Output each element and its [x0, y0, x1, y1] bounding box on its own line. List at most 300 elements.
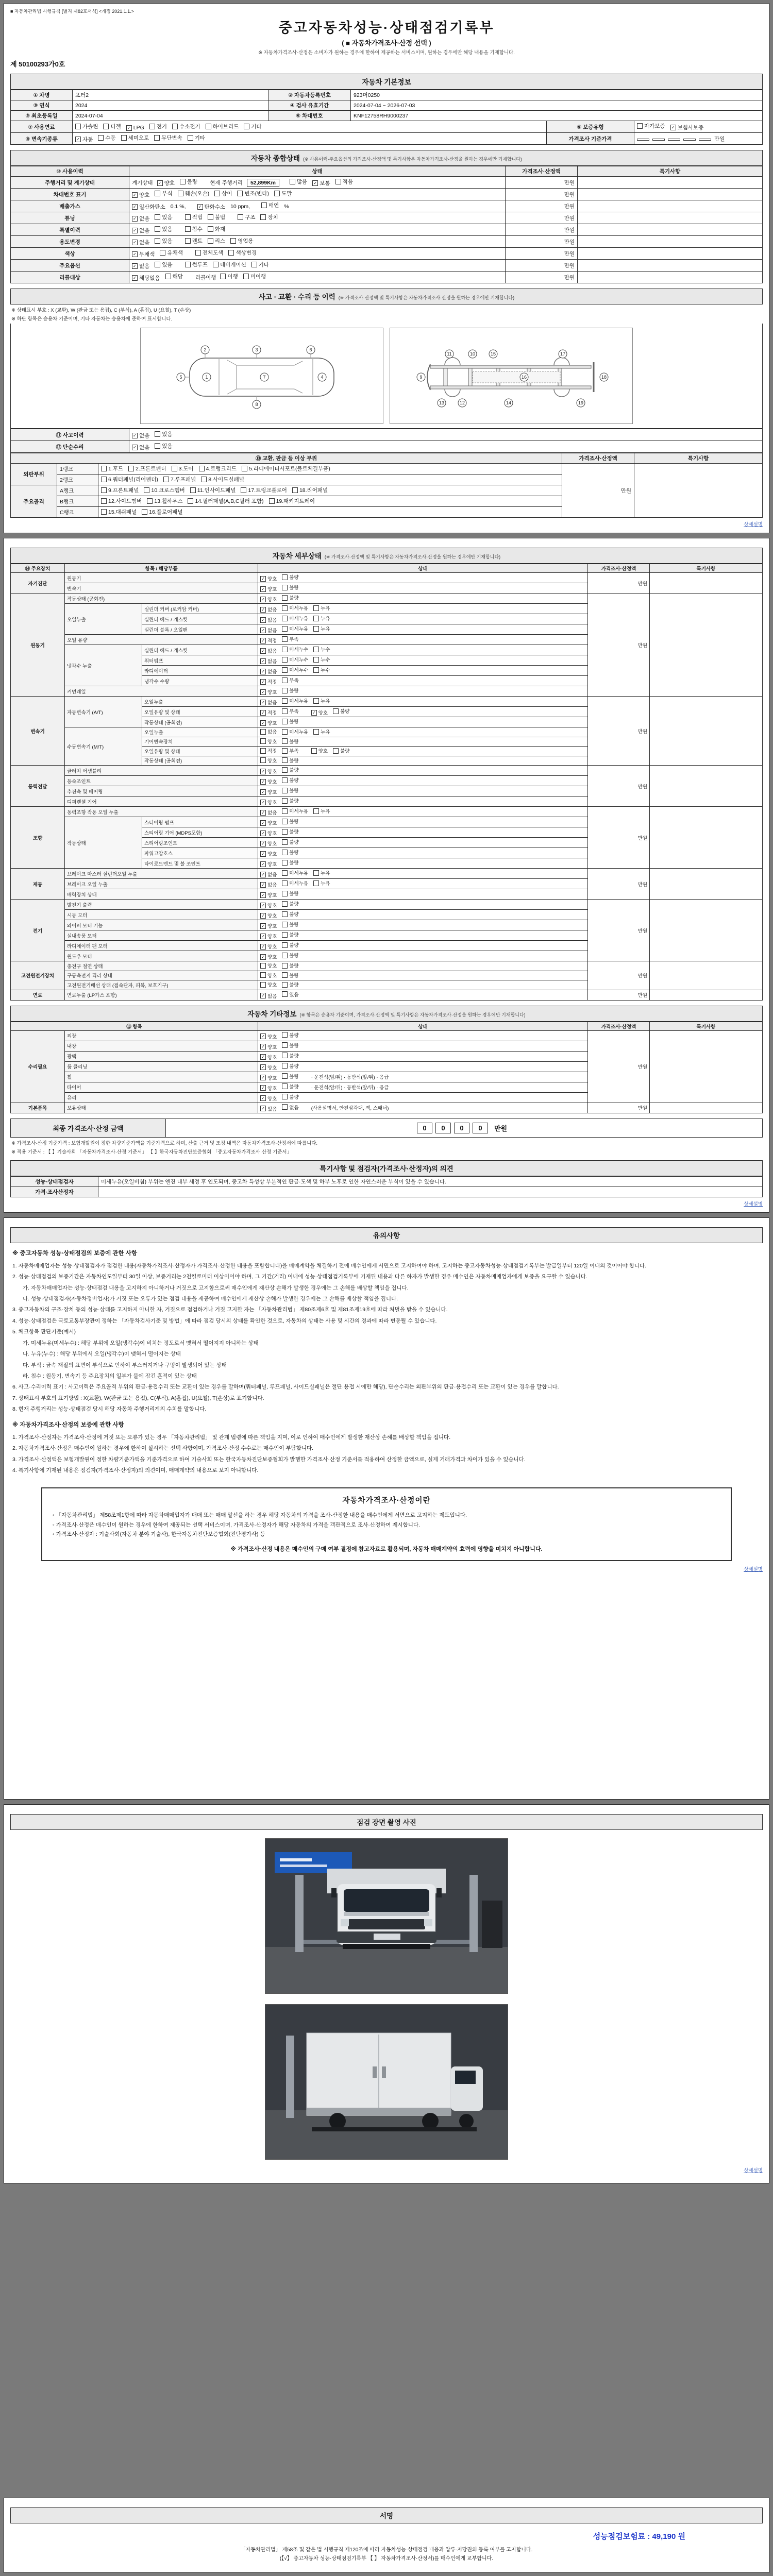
checkbox-icon[interactable] — [282, 850, 288, 855]
checkbox-option[interactable] — [333, 707, 349, 715]
checkbox-icon[interactable] — [282, 819, 288, 824]
checkbox-option[interactable] — [242, 465, 330, 472]
checkbox-icon[interactable] — [269, 498, 275, 504]
checkbox-option[interactable] — [260, 768, 277, 775]
checkbox-icon[interactable] — [208, 214, 213, 220]
checkbox-icon[interactable]: ✓ — [260, 861, 266, 867]
checkbox-option[interactable] — [260, 943, 277, 950]
checkbox-icon[interactable] — [282, 991, 288, 997]
checkbox-option[interactable] — [282, 1073, 298, 1080]
checkbox-option[interactable] — [260, 1064, 277, 1071]
checkbox-icon[interactable] — [282, 636, 288, 642]
checkbox-option[interactable] — [260, 585, 277, 592]
checkbox-option[interactable] — [260, 738, 277, 745]
checkbox-option[interactable] — [220, 273, 238, 280]
checkbox-icon[interactable] — [282, 972, 288, 978]
checkbox-option[interactable] — [313, 697, 330, 704]
checkbox-icon[interactable] — [282, 688, 288, 693]
checkbox-icon[interactable]: ✓ — [260, 851, 266, 857]
checkbox-option[interactable] — [190, 486, 236, 494]
checkbox-icon[interactable]: ✓ — [260, 586, 266, 592]
checkbox-icon[interactable] — [282, 901, 288, 907]
checkbox-icon[interactable] — [228, 250, 234, 256]
checkbox-icon[interactable] — [155, 226, 160, 232]
checkbox-option[interactable] — [132, 262, 149, 270]
checkbox-option[interactable] — [282, 646, 308, 653]
checkbox-option[interactable] — [149, 123, 167, 130]
checkbox-option[interactable] — [101, 497, 142, 505]
checkbox-icon[interactable] — [103, 124, 109, 129]
checkbox-option[interactable] — [260, 1043, 277, 1050]
checkbox-option[interactable] — [282, 797, 298, 804]
checkbox-option[interactable] — [155, 213, 172, 221]
checkbox-icon[interactable] — [282, 798, 288, 804]
checkbox-option[interactable] — [103, 123, 121, 130]
checkbox-icon[interactable]: ✓ — [260, 617, 266, 623]
checkbox-option[interactable] — [155, 190, 172, 197]
checkbox-icon[interactable]: ✓ — [312, 180, 318, 186]
checkbox-icon[interactable] — [313, 698, 319, 704]
checkbox-icon[interactable]: ✓ — [75, 137, 81, 142]
checkbox-option[interactable] — [282, 869, 308, 876]
checkbox-icon[interactable] — [282, 657, 288, 663]
checkbox-option[interactable] — [260, 1084, 277, 1092]
checkbox-option[interactable] — [670, 124, 704, 131]
checkbox-icon[interactable]: ✓ — [311, 710, 317, 716]
checkbox-icon[interactable] — [282, 719, 288, 724]
checkbox-icon[interactable]: ✓ — [157, 180, 163, 186]
checkbox-icon[interactable] — [282, 708, 288, 714]
checkbox-option[interactable] — [260, 213, 278, 221]
checkbox-icon[interactable] — [241, 487, 246, 493]
checkbox-option[interactable] — [132, 239, 149, 246]
checkbox-icon[interactable]: ✓ — [260, 789, 266, 795]
checkbox-option[interactable] — [75, 123, 98, 130]
checkbox-option[interactable] — [282, 738, 298, 745]
checkbox-option[interactable] — [282, 687, 298, 694]
checkbox-icon[interactable]: ✓ — [260, 1054, 266, 1060]
checkbox-icon[interactable] — [282, 677, 288, 683]
checkbox-option[interactable] — [282, 952, 298, 959]
checkbox-icon[interactable]: ✓ — [260, 903, 266, 908]
checkbox-icon[interactable]: ✓ — [260, 710, 266, 716]
checkbox-option[interactable] — [142, 508, 182, 516]
checkbox-icon[interactable] — [282, 1053, 288, 1058]
checkbox-option[interactable] — [260, 1054, 277, 1061]
checkbox-option[interactable] — [282, 972, 298, 979]
checkbox-option[interactable] — [172, 123, 200, 130]
checkbox-icon[interactable] — [282, 767, 288, 773]
checkbox-icon[interactable]: ✓ — [670, 125, 676, 130]
checkbox-option[interactable] — [260, 891, 277, 899]
checkbox-icon[interactable] — [282, 777, 288, 783]
checkbox-option[interactable] — [269, 497, 315, 505]
checkbox-option[interactable] — [238, 213, 255, 221]
checkbox-icon[interactable] — [313, 880, 319, 886]
checkbox-option[interactable] — [260, 860, 277, 868]
checkbox-option[interactable] — [180, 178, 197, 185]
checkbox-icon[interactable] — [144, 487, 149, 493]
checkbox-icon[interactable]: ✓ — [260, 607, 266, 613]
checkbox-icon[interactable]: ✓ — [260, 638, 266, 643]
checkbox-option[interactable] — [282, 1052, 298, 1059]
checkbox-option[interactable] — [244, 123, 261, 130]
checkbox-icon[interactable] — [335, 179, 341, 184]
checkbox-icon[interactable] — [251, 262, 257, 267]
checkbox-icon[interactable]: ✓ — [260, 892, 266, 898]
checkbox-icon[interactable]: ✓ — [260, 923, 266, 929]
checkbox-icon[interactable] — [282, 1083, 288, 1089]
checkbox-icon[interactable] — [313, 729, 319, 735]
checkbox-option[interactable] — [282, 1093, 298, 1100]
checkbox-icon[interactable]: ✓ — [260, 628, 266, 633]
checkbox-icon[interactable] — [101, 487, 107, 493]
checkbox-icon[interactable]: ✓ — [260, 679, 266, 685]
checkbox-option[interactable] — [208, 213, 225, 221]
checkbox-icon[interactable] — [313, 605, 319, 611]
checkbox-icon[interactable]: ✓ — [132, 192, 138, 198]
checkbox-icon[interactable] — [311, 748, 317, 754]
checkbox-icon[interactable]: ✓ — [132, 204, 138, 210]
checkbox-option[interactable] — [282, 584, 298, 591]
checkbox-option[interactable] — [260, 1105, 277, 1112]
checkbox-icon[interactable] — [149, 124, 155, 129]
checkbox-option[interactable] — [214, 190, 232, 197]
checkbox-icon[interactable]: ✓ — [132, 263, 138, 269]
checkbox-option[interactable] — [282, 573, 298, 581]
checkbox-icon[interactable]: ✓ — [260, 1075, 266, 1080]
checkbox-option[interactable] — [260, 637, 277, 644]
checkbox-option[interactable] — [260, 747, 277, 754]
checkbox-icon[interactable] — [637, 123, 643, 129]
checkbox-icon[interactable] — [313, 647, 319, 652]
checkbox-option[interactable] — [282, 818, 298, 825]
checkbox-option[interactable] — [197, 203, 226, 211]
checkbox-icon[interactable]: ✓ — [260, 779, 266, 785]
checkbox-icon[interactable]: ✓ — [260, 831, 266, 836]
checkbox-icon[interactable] — [282, 922, 288, 927]
checkbox-option[interactable] — [282, 1104, 298, 1111]
checkbox-option[interactable] — [251, 261, 269, 268]
checkbox-option[interactable] — [260, 840, 277, 847]
checkbox-option[interactable] — [230, 237, 253, 245]
checkbox-option[interactable] — [282, 757, 298, 764]
checkbox-option[interactable] — [260, 819, 277, 826]
checkbox-icon[interactable]: ✓ — [260, 810, 266, 816]
checkbox-option[interactable] — [185, 213, 203, 221]
checkbox-icon[interactable]: ✓ — [260, 769, 266, 774]
checkbox-option[interactable] — [282, 991, 298, 998]
checkbox-option[interactable] — [144, 486, 184, 494]
checkbox-icon[interactable] — [282, 1104, 288, 1110]
checkbox-option[interactable] — [260, 678, 277, 685]
checkbox-option[interactable] — [282, 900, 298, 907]
checkbox-option[interactable] — [155, 225, 172, 233]
checkbox-option[interactable] — [282, 879, 308, 887]
checkbox-option[interactable] — [260, 922, 277, 929]
checkbox-icon[interactable] — [163, 477, 169, 482]
checkbox-icon[interactable] — [242, 466, 247, 471]
checkbox-icon[interactable] — [260, 729, 266, 735]
checkbox-icon[interactable]: ✓ — [260, 658, 266, 664]
checkbox-option[interactable] — [260, 626, 277, 634]
checkbox-icon[interactable] — [313, 657, 319, 663]
checkbox-option[interactable] — [213, 261, 246, 268]
checkbox-option[interactable] — [260, 778, 277, 785]
checkbox-option[interactable] — [121, 134, 149, 142]
checkbox-option[interactable] — [282, 1031, 298, 1039]
checkbox-option[interactable] — [260, 616, 277, 623]
checkbox-icon[interactable] — [147, 498, 153, 504]
checkbox-option[interactable] — [155, 442, 172, 450]
checkbox-icon[interactable]: ✓ — [260, 700, 266, 705]
checkbox-option[interactable] — [637, 122, 665, 130]
checkbox-icon[interactable] — [155, 443, 160, 449]
checkbox-icon[interactable] — [101, 509, 107, 515]
checkbox-option[interactable] — [313, 615, 330, 622]
checkbox-option[interactable] — [260, 953, 277, 960]
checkbox-option[interactable] — [312, 179, 330, 187]
checkbox-option[interactable] — [260, 1074, 277, 1081]
checkbox-icon[interactable] — [230, 238, 236, 244]
checkbox-icon[interactable] — [282, 616, 288, 621]
checkbox-icon[interactable] — [206, 124, 211, 129]
checkbox-icon[interactable]: ✓ — [260, 689, 266, 695]
checkbox-icon[interactable] — [75, 124, 81, 129]
checkbox-icon[interactable] — [313, 870, 319, 876]
detail-link[interactable]: 상세설명 — [744, 522, 763, 528]
checkbox-icon[interactable] — [282, 860, 288, 866]
checkbox-option[interactable] — [282, 635, 298, 642]
checkbox-icon[interactable] — [160, 250, 165, 256]
checkbox-icon[interactable] — [180, 179, 186, 184]
checkbox-icon[interactable] — [155, 238, 160, 244]
checkbox-icon[interactable] — [260, 738, 266, 744]
checkbox-option[interactable] — [260, 788, 277, 795]
checkbox-option[interactable] — [157, 179, 175, 187]
checkbox-option[interactable] — [101, 465, 123, 472]
checkbox-option[interactable] — [188, 497, 263, 505]
checkbox-option[interactable] — [199, 465, 237, 472]
checkbox-icon[interactable] — [282, 574, 288, 580]
checkbox-option[interactable] — [282, 676, 298, 684]
checkbox-icon[interactable] — [238, 214, 243, 220]
checkbox-icon[interactable] — [282, 757, 288, 763]
checkbox-icon[interactable]: ✓ — [260, 800, 266, 805]
checkbox-icon[interactable] — [172, 124, 178, 129]
checkbox-option[interactable] — [260, 1033, 277, 1040]
checkbox-option[interactable] — [313, 879, 330, 887]
checkbox-option[interactable] — [282, 807, 308, 815]
checkbox-icon[interactable] — [172, 466, 177, 471]
checkbox-option[interactable] — [282, 718, 298, 725]
checkbox-option[interactable] — [282, 787, 298, 794]
checkbox-option[interactable] — [260, 962, 277, 969]
checkbox-icon[interactable] — [260, 757, 266, 763]
checkbox-option[interactable] — [282, 747, 298, 754]
checkbox-option[interactable] — [188, 134, 205, 142]
checkbox-icon[interactable] — [185, 214, 191, 220]
checkbox-icon[interactable]: ✓ — [260, 720, 266, 726]
checkbox-option[interactable] — [132, 250, 155, 258]
checkbox-option[interactable] — [155, 430, 172, 438]
checkbox-option[interactable] — [206, 123, 239, 130]
checkbox-icon[interactable]: ✓ — [197, 204, 203, 210]
checkbox-icon[interactable] — [199, 466, 205, 471]
checkbox-icon[interactable] — [101, 466, 107, 471]
checkbox-icon[interactable] — [178, 191, 183, 196]
checkbox-option[interactable] — [261, 201, 279, 209]
checkbox-icon[interactable]: ✓ — [260, 954, 266, 960]
checkbox-icon[interactable] — [220, 274, 226, 279]
checkbox-icon[interactable] — [260, 982, 266, 988]
checkbox-icon[interactable]: ✓ — [260, 669, 266, 674]
checkbox-option[interactable] — [132, 215, 149, 223]
checkbox-option[interactable] — [260, 596, 277, 603]
checkbox-option[interactable] — [282, 981, 298, 988]
checkbox-option[interactable] — [132, 274, 160, 282]
detail-link[interactable]: 상세설명 — [744, 2167, 763, 2174]
checkbox-icon[interactable] — [261, 202, 267, 208]
checkbox-icon[interactable]: ✓ — [132, 240, 138, 245]
checkbox-icon[interactable] — [243, 274, 249, 279]
checkbox-option[interactable] — [282, 594, 298, 601]
checkbox-option[interactable] — [160, 249, 182, 257]
checkbox-option[interactable] — [282, 697, 308, 704]
checkbox-icon[interactable] — [282, 1094, 288, 1099]
checkbox-option[interactable] — [313, 869, 330, 876]
checkbox-icon[interactable] — [282, 788, 288, 793]
checkbox-icon[interactable] — [282, 870, 288, 876]
checkbox-option[interactable] — [313, 666, 330, 673]
checkbox-option[interactable] — [282, 666, 308, 673]
checkbox-option[interactable] — [313, 646, 330, 653]
checkbox-option[interactable] — [282, 859, 298, 866]
checkbox-icon[interactable] — [290, 179, 295, 184]
checkbox-option[interactable] — [260, 575, 277, 582]
checkbox-icon[interactable] — [313, 616, 319, 621]
checkbox-option[interactable] — [282, 941, 298, 948]
checkbox-icon[interactable] — [282, 605, 288, 611]
checkbox-option[interactable] — [282, 766, 298, 773]
checkbox-icon[interactable]: ✓ — [260, 597, 266, 602]
checkbox-option[interactable] — [282, 776, 298, 784]
checkbox-option[interactable] — [241, 486, 287, 494]
checkbox-option[interactable] — [282, 656, 308, 663]
checkbox-icon[interactable] — [292, 487, 298, 493]
checkbox-icon[interactable] — [282, 647, 288, 652]
checkbox-option[interactable] — [282, 1042, 298, 1049]
checkbox-icon[interactable] — [282, 1032, 288, 1038]
checkbox-icon[interactable] — [142, 509, 147, 515]
checkbox-icon[interactable] — [214, 191, 220, 196]
checkbox-icon[interactable]: ✓ — [132, 433, 138, 438]
checkbox-option[interactable] — [163, 476, 196, 483]
checkbox-icon[interactable] — [282, 585, 288, 590]
checkbox-option[interactable] — [132, 444, 149, 451]
checkbox-option[interactable] — [154, 134, 182, 142]
checkbox-option[interactable] — [126, 125, 144, 131]
checkbox-option[interactable] — [260, 850, 277, 857]
checkbox-option[interactable] — [335, 178, 353, 185]
checkbox-icon[interactable] — [313, 626, 319, 632]
checkbox-option[interactable] — [313, 728, 330, 735]
checkbox-icon[interactable] — [282, 1063, 288, 1069]
checkbox-icon[interactable]: ✓ — [260, 1033, 266, 1039]
checkbox-option[interactable] — [274, 190, 292, 197]
detail-link[interactable]: 상세설명 — [744, 1567, 763, 1573]
checkbox-option[interactable] — [155, 261, 172, 268]
checkbox-icon[interactable] — [128, 466, 134, 471]
checkbox-icon[interactable] — [101, 498, 107, 504]
checkbox-option[interactable] — [260, 902, 277, 909]
checkbox-icon[interactable] — [185, 262, 191, 267]
checkbox-icon[interactable] — [282, 880, 288, 886]
checkbox-icon[interactable] — [121, 135, 127, 141]
checkbox-icon[interactable] — [282, 1042, 288, 1048]
checkbox-icon[interactable] — [208, 238, 213, 244]
checkbox-option[interactable] — [128, 465, 166, 472]
checkbox-option[interactable] — [260, 647, 277, 654]
checkbox-icon[interactable] — [282, 738, 288, 744]
checkbox-icon[interactable]: ✓ — [260, 1095, 266, 1101]
checkbox-icon[interactable] — [185, 226, 191, 232]
checkbox-option[interactable] — [260, 933, 277, 940]
checkbox-option[interactable] — [165, 273, 183, 280]
checkbox-option[interactable] — [313, 604, 330, 612]
checkbox-icon[interactable]: ✓ — [260, 1044, 266, 1049]
checkbox-icon[interactable]: ✓ — [260, 648, 266, 654]
checkbox-option[interactable] — [147, 497, 182, 505]
checkbox-option[interactable] — [260, 719, 277, 726]
checkbox-option[interactable] — [260, 1095, 277, 1102]
checkbox-option[interactable] — [260, 688, 277, 696]
checkbox-icon[interactable] — [282, 963, 288, 969]
checkbox-icon[interactable]: ✓ — [132, 445, 138, 450]
checkbox-icon[interactable] — [260, 214, 266, 220]
checkbox-icon[interactable] — [208, 226, 213, 232]
checkbox-icon[interactable] — [282, 748, 288, 754]
checkbox-option[interactable] — [260, 829, 277, 837]
checkbox-option[interactable] — [178, 190, 210, 197]
checkbox-option[interactable] — [132, 227, 149, 234]
checkbox-option[interactable] — [311, 747, 328, 754]
checkbox-option[interactable] — [313, 807, 330, 815]
checkbox-icon[interactable]: ✓ — [132, 251, 138, 257]
checkbox-option[interactable] — [195, 249, 224, 257]
checkbox-option[interactable] — [282, 828, 298, 835]
checkbox-option[interactable] — [282, 728, 308, 735]
checkbox-icon[interactable] — [195, 250, 201, 256]
checkbox-icon[interactable]: ✓ — [260, 993, 266, 998]
checkbox-icon[interactable] — [155, 191, 160, 196]
checkbox-icon[interactable] — [185, 238, 191, 244]
checkbox-option[interactable] — [101, 486, 139, 494]
checkbox-option[interactable] — [282, 931, 298, 938]
checkbox-icon[interactable] — [282, 891, 288, 896]
checkbox-icon[interactable] — [188, 135, 193, 141]
checkbox-option[interactable] — [243, 273, 266, 280]
checkbox-icon[interactable] — [313, 667, 319, 673]
checkbox-icon[interactable] — [155, 214, 160, 220]
checkbox-icon[interactable] — [282, 953, 288, 958]
checkbox-option[interactable] — [260, 728, 277, 735]
checkbox-option[interactable] — [282, 1062, 298, 1070]
checkbox-option[interactable] — [260, 981, 277, 988]
checkbox-option[interactable] — [260, 757, 277, 764]
checkbox-icon[interactable]: ✓ — [260, 841, 266, 846]
checkbox-icon[interactable] — [98, 135, 104, 141]
